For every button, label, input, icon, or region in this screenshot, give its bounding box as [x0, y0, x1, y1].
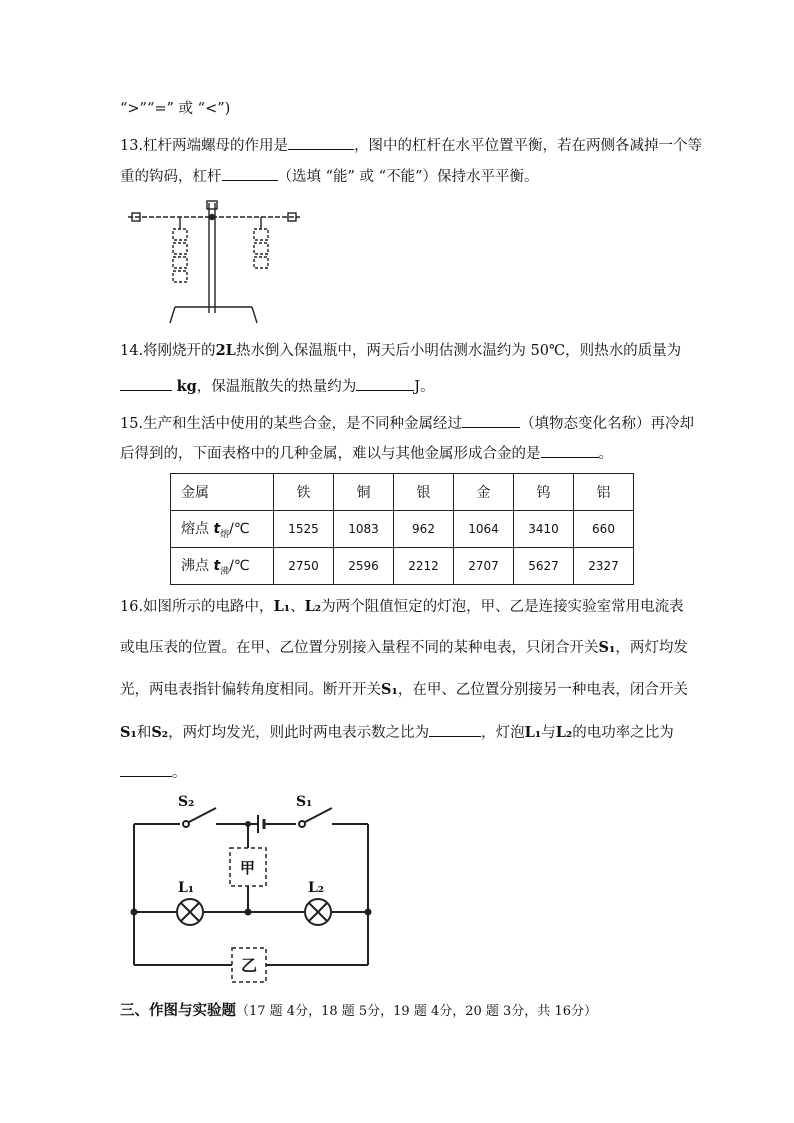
table-cell: 3410: [514, 511, 574, 548]
prev-question-fragment: “>”“=” 或 “<”): [120, 101, 231, 117]
q14-text-c: ，保温瓶散失的热量约为: [196, 379, 357, 395]
q15-text-d: 。: [598, 446, 613, 462]
table-header-row: [171, 474, 634, 511]
q16-s1-b: S₁: [381, 681, 398, 698]
q13-text-a: 13.杠杆两端螺母的作用是: [120, 138, 289, 154]
q15-text-a: 15.生产和生活中使用的某些合金，是不同种金属经过: [120, 416, 463, 432]
q15-line-1: [120, 413, 694, 434]
s2-label: S₂: [178, 794, 195, 810]
table-cell: 1064: [454, 511, 514, 548]
q16-text-d: ，两灯均发: [615, 640, 688, 656]
q16-text-g: ，两灯均发光，则此时两电表示数之比为: [168, 725, 430, 741]
q14-line-2: [120, 376, 435, 397]
table-cell: 660: [574, 511, 634, 548]
q13-text-c: 重的钩码，杠杆: [120, 169, 222, 185]
q16-text-c: 或电压表的位置。在甲、乙位置分别接入量程不同的某种电表，只闭合开关: [120, 640, 599, 656]
q14-line-1: [120, 341, 681, 361]
q16-l2-b: L₂: [555, 724, 573, 741]
q14-blank-mass[interactable]: [120, 376, 172, 391]
q13-blank-1[interactable]: [288, 135, 354, 150]
section-3-heading: [120, 1001, 597, 1022]
table-cell: 2707: [454, 548, 514, 585]
q16-text-e: 光，两电表指针偏转角度相同。断开开关: [120, 682, 381, 698]
q16-line-2: [120, 638, 688, 658]
q13-text-d: （选填 “能” 或 “不能”）保持水平平衡。: [277, 169, 539, 185]
q14-blank-heat[interactable]: [356, 376, 414, 391]
q16-l1-b: L₁: [524, 724, 542, 741]
l1-label: L₁: [178, 880, 194, 896]
q14-text-a: 14.将刚烧开的: [120, 343, 216, 359]
q15-blank-2[interactable]: [541, 443, 599, 458]
q15-blank-1[interactable]: [462, 413, 520, 428]
table-row: [171, 548, 634, 585]
q16-s2: S₂: [151, 724, 169, 741]
q13-line-1: [120, 135, 702, 156]
q15-line-2: [120, 443, 613, 464]
q16-blank-power[interactable]: [120, 762, 172, 777]
lever-figure: [120, 195, 310, 330]
table-header-cell: 铜: [334, 474, 394, 511]
q16-s1-c: S₁: [120, 724, 137, 741]
table-cell: 2750: [274, 548, 334, 585]
q14-unit-j: J。: [414, 379, 435, 395]
table-cell: 2596: [334, 548, 394, 585]
q16-and: 和: [136, 725, 152, 741]
q16-text-h: ，灯泡: [481, 725, 525, 741]
s1-label: S₁: [296, 794, 313, 810]
q13-line-2: [120, 166, 538, 187]
table-cell: 1525: [274, 511, 334, 548]
q16-text-j: 。: [172, 765, 187, 781]
q16-with: 与: [541, 725, 556, 741]
q16-line-3: [120, 680, 688, 700]
q16-text-b: 为两个阻值恒定的灯泡，甲、乙是连接实验室常用电流表: [321, 599, 684, 615]
q16-text-i: 的电功率之比为: [572, 725, 674, 741]
metals-table: [170, 473, 634, 585]
section-3-title: 三、作图与实验题: [120, 1002, 236, 1019]
table-header-cell: 金属: [171, 474, 274, 511]
melting-point-label: 熔点 $t_熔/℃$: [171, 511, 274, 548]
q16-line-1: [120, 597, 684, 617]
l2-label: L₂: [308, 880, 324, 896]
q16-text-f: ，在甲、乙位置分别接另一种电表，闭合开关: [397, 682, 688, 698]
table-header-cell: 银: [394, 474, 454, 511]
q14-unit-kg: kg: [176, 378, 197, 395]
q16-line-5: [120, 762, 187, 783]
table-row: [171, 511, 634, 548]
q15-text-b: （填物态变化名称）再冷却: [520, 416, 695, 432]
table-cell: 2212: [394, 548, 454, 585]
jia-meter-label: 甲: [240, 859, 256, 877]
yi-meter-label: 乙: [241, 956, 258, 975]
q14-volume: 2L: [215, 342, 236, 359]
table-cell: 1083: [334, 511, 394, 548]
q16-s1: S₁: [598, 639, 616, 656]
section-3-detail: （17 题 4分，18 题 5分，19 题 4分，20 题 3分，共 16分）: [236, 1004, 597, 1019]
circuit-diagram: [120, 790, 380, 990]
q16-sep: 、: [290, 599, 305, 615]
q16-l1: L₁: [273, 598, 291, 615]
table-cell: 5627: [514, 548, 574, 585]
table-cell: 2327: [574, 548, 634, 585]
q16-text-a: 16.如图所示的电路中，: [120, 599, 274, 615]
table-header-cell: 钨: [514, 474, 574, 511]
q13-blank-2[interactable]: [222, 166, 278, 181]
boiling-point-label: 沸点 $t_沸/℃$: [171, 548, 274, 585]
q14-text-b: 热水倒入保温瓶中，两天后小明估测水温约为 50℃，则热水的质量为: [235, 343, 682, 359]
q13-text-b: ，图中的杠杆在水平位置平衡，若在两侧各减掉一个等: [354, 138, 703, 154]
q16-blank-ratio[interactable]: [429, 722, 481, 737]
q16-line-4: [120, 722, 674, 743]
table-header-cell: 金: [454, 474, 514, 511]
table-header-cell: 铁: [274, 474, 334, 511]
q16-l2: L₂: [304, 598, 322, 615]
q15-text-c: 后得到的，下面表格中的几种金属，难以与其他金属形成合金的是: [120, 446, 541, 462]
table-cell: 962: [394, 511, 454, 548]
table-header-cell: 铝: [574, 474, 634, 511]
